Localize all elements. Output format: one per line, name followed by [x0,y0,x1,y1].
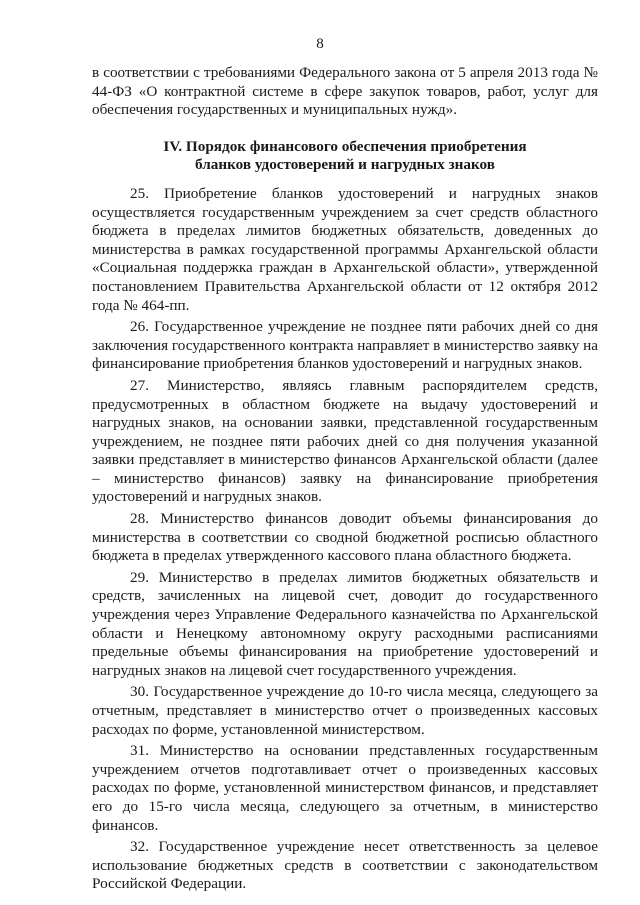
paragraph-25: 25. Приобретение бланков удостоверений и нагрудных знаков осуществляется государственным учреждением за счет средств областного бюджета в пределах лимитов бюджетных обязательств, доведенных до министерства в рамках государственной программы Архангельской области «Социальная поддержка граждан в Архангельской области», утвержденной постановлением Правительства Архангельской области от 12 октября 2012 года № 464-пп. [92,184,598,314]
paragraph-28: 28. Министерство финансов доводит объемы финансирования до министерства в соответствии со сводной бюджетной росписью областного бюджета в пределах утвержденного кассового плана областного бюджета. [92,510,598,565]
page-number: 8 [316,36,324,52]
document-body [92,64,598,894]
section-heading-line-1: IV. Порядок финансового обеспечения приобретения [163,137,527,155]
intro-paragraph: в соответствии с требованиями Федерального закона от 5 апреля 2013 года № 44-ФЗ «О контрактной системе в сфере закупок товаров, работ, услуг для обеспечения государственных и муниципальных нужд». [92,64,598,119]
paragraph-31: 31. Министерство на основании представленных государственным учреждением отчетов подготавливает отчет о произведенных кассовых расходах по форме, установленной министерством финансов, и представляет его до 15-го числа месяца, следующего за отчетным, в министерство финансов. [92,742,598,834]
section-heading-line-2: бланков удостоверений и нагрудных знаков [195,156,495,174]
section-heading [92,138,598,175]
paragraph-26: 26. Государственное учреждение не позднее пяти рабочих дней со дня заключения государственного контракта направляет в министерство заявку на финансирование приобретения бланков удостоверений и нагрудных знаков. [92,318,598,373]
paragraph-30: 30. Государственное учреждение до 10-го числа месяца, следующего за отчетным, представляет в министерство отчет о произведенных кассовых расходах по форме, установленной министерством. [92,683,598,738]
paragraph-32: 32. Государственное учреждение несет ответственность за целевое использование бюджетных средств в соответствии с законодательством Российской Федерации. [92,838,598,893]
paragraph-27: 27. Министерство, являясь главным распорядителем средств, предусмотренных в областном бюджете на выдачу удостоверений и нагрудных знаков, на основании заявки, представленной государственным учреждением, не позднее пяти рабочих дней со дня получения указанной заявки представляет в министерство финансов Архангельской области (далее – министерство финансов) заявку на финансирование приобретения удостоверений и нагрудных знаков. [92,376,598,506]
paragraph-29: 29. Министерство в пределах лимитов бюджетных обязательств и средств, зачисленных на лицевой счет, доводит до государственного учреждения через Управление Федерального казначейства по Архангельской области и Ненецкому автономному округу расходными расписаниями предельные объемы финансирования на приобретение удостоверений и нагрудных знаков на лицевой счет государственного учреждения. [92,568,598,679]
